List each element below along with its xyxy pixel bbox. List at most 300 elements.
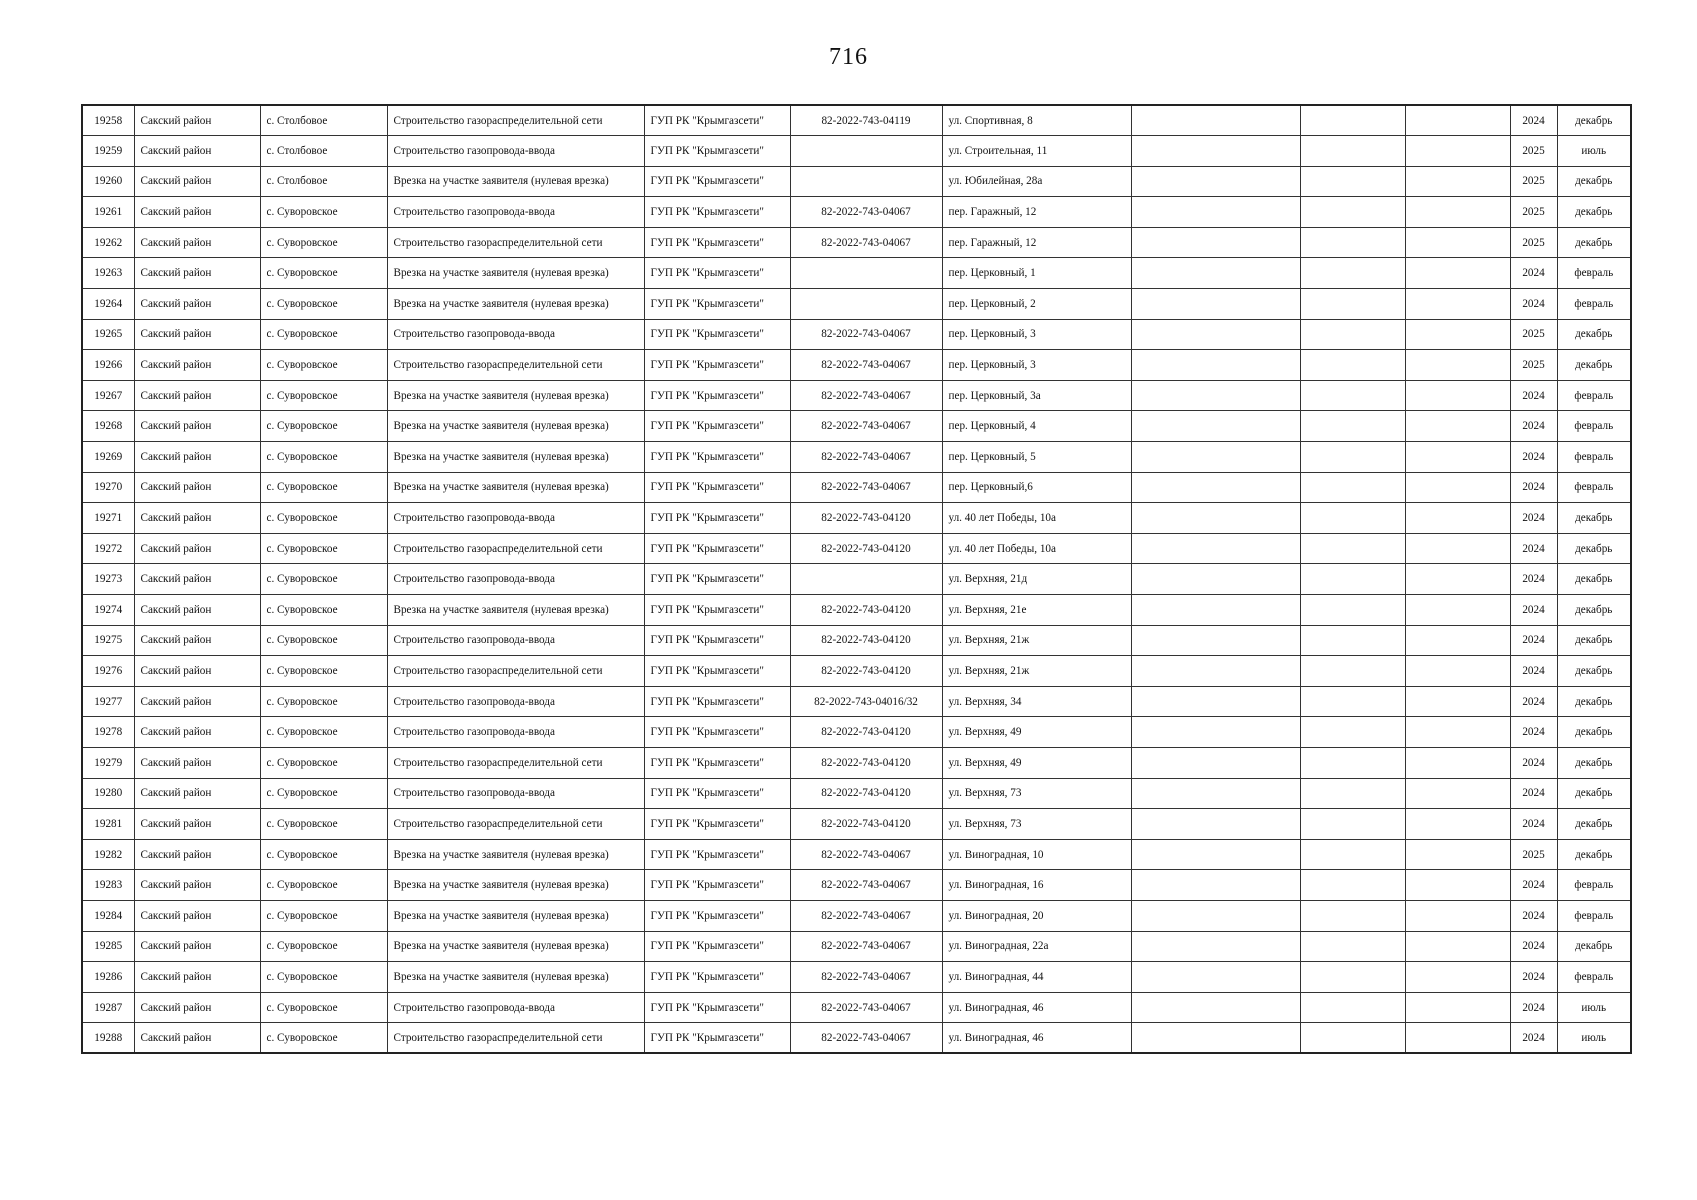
month-cell: февраль <box>1557 258 1631 289</box>
row-number: 19267 <box>82 380 134 411</box>
empty-cell <box>1131 1023 1300 1054</box>
table-row <box>82 564 1631 595</box>
address-cell: ул. Верхняя, 73 <box>942 778 1131 809</box>
permit-number-cell: 82-2022-743-04120 <box>790 778 942 809</box>
row-number: 19259 <box>82 136 134 167</box>
empty-cell <box>1300 931 1405 962</box>
work-type-cell: Врезка на участке заявителя (нулевая врезка) <box>387 931 644 962</box>
empty-cell <box>1405 992 1510 1023</box>
month-cell: декабрь <box>1557 656 1631 687</box>
address-cell: ул. Виноградная, 46 <box>942 992 1131 1023</box>
work-type-cell: Врезка на участке заявителя (нулевая врезка) <box>387 442 644 473</box>
empty-cell <box>1131 411 1300 442</box>
empty-cell <box>1300 595 1405 626</box>
permit-number-cell: 82-2022-743-04067 <box>790 1023 942 1054</box>
empty-cell <box>1131 809 1300 840</box>
empty-cell <box>1300 533 1405 564</box>
permit-number-cell: 82-2022-743-04067 <box>790 992 942 1023</box>
address-cell: ул. Виноградная, 44 <box>942 962 1131 993</box>
month-cell: февраль <box>1557 411 1631 442</box>
empty-cell <box>1131 503 1300 534</box>
settlement-cell: с. Суворовское <box>260 656 387 687</box>
empty-cell <box>1405 411 1510 442</box>
address-cell: ул. Виноградная, 46 <box>942 1023 1131 1054</box>
month-cell: февраль <box>1557 900 1631 931</box>
month-cell: декабрь <box>1557 227 1631 258</box>
settlement-cell: с. Суворовское <box>260 839 387 870</box>
table-row <box>82 595 1631 626</box>
year-cell: 2024 <box>1510 809 1557 840</box>
row-number: 19269 <box>82 442 134 473</box>
year-cell: 2024 <box>1510 380 1557 411</box>
district-cell: Сакский район <box>134 319 260 350</box>
empty-cell <box>1405 197 1510 228</box>
work-type-cell: Врезка на участке заявителя (нулевая врезка) <box>387 839 644 870</box>
empty-cell <box>1405 503 1510 534</box>
empty-cell <box>1405 258 1510 289</box>
empty-cell <box>1300 136 1405 167</box>
table-row <box>82 503 1631 534</box>
month-cell: декабрь <box>1557 595 1631 626</box>
empty-cell <box>1300 472 1405 503</box>
organization-cell: ГУП РК "Крымгазсети" <box>644 747 790 778</box>
row-number: 19262 <box>82 227 134 258</box>
row-number: 19278 <box>82 717 134 748</box>
permit-number-cell: 82-2022-743-04067 <box>790 197 942 228</box>
empty-cell <box>1131 931 1300 962</box>
year-cell: 2025 <box>1510 166 1557 197</box>
empty-cell <box>1300 166 1405 197</box>
settlement-cell: с. Столбовое <box>260 136 387 167</box>
year-cell: 2024 <box>1510 1023 1557 1054</box>
empty-cell <box>1131 717 1300 748</box>
empty-cell <box>1300 564 1405 595</box>
address-cell: пер. Церковный, 3 <box>942 350 1131 381</box>
address-cell: ул. Верхняя, 21ж <box>942 625 1131 656</box>
table-row <box>82 533 1631 564</box>
empty-cell <box>1300 656 1405 687</box>
permit-number-cell: 82-2022-743-04067 <box>790 931 942 962</box>
settlement-cell: с. Суворовское <box>260 258 387 289</box>
empty-cell <box>1131 747 1300 778</box>
settlement-cell: с. Суворовское <box>260 1023 387 1054</box>
settlement-cell: с. Суворовское <box>260 686 387 717</box>
empty-cell <box>1300 380 1405 411</box>
organization-cell: ГУП РК "Крымгазсети" <box>644 870 790 901</box>
row-number: 19271 <box>82 503 134 534</box>
empty-cell <box>1405 686 1510 717</box>
empty-cell <box>1131 136 1300 167</box>
permit-number-cell: 82-2022-743-04067 <box>790 380 942 411</box>
work-type-cell: Строительство газопровода-ввода <box>387 197 644 228</box>
permit-number-cell: 82-2022-743-04119 <box>790 105 942 136</box>
year-cell: 2024 <box>1510 962 1557 993</box>
organization-cell: ГУП РК "Крымгазсети" <box>644 503 790 534</box>
table-row <box>82 656 1631 687</box>
organization-cell: ГУП РК "Крымгазсети" <box>644 1023 790 1054</box>
permit-number-cell: 82-2022-743-04016/32 <box>790 686 942 717</box>
organization-cell: ГУП РК "Крымгазсети" <box>644 289 790 320</box>
row-number: 19260 <box>82 166 134 197</box>
settlement-cell: с. Суворовское <box>260 992 387 1023</box>
row-number: 19263 <box>82 258 134 289</box>
empty-cell <box>1300 289 1405 320</box>
empty-cell <box>1131 105 1300 136</box>
table-row <box>82 686 1631 717</box>
row-number: 19280 <box>82 778 134 809</box>
address-cell: ул. Спортивная, 8 <box>942 105 1131 136</box>
table-row <box>82 809 1631 840</box>
empty-cell <box>1405 625 1510 656</box>
work-type-cell: Строительство газопровода-ввода <box>387 319 644 350</box>
table-row <box>82 136 1631 167</box>
row-number: 19265 <box>82 319 134 350</box>
empty-cell <box>1300 839 1405 870</box>
empty-cell <box>1405 533 1510 564</box>
organization-cell: ГУП РК "Крымгазсети" <box>644 197 790 228</box>
month-cell: декабрь <box>1557 931 1631 962</box>
settlement-cell: с. Суворовское <box>260 227 387 258</box>
empty-cell <box>1131 442 1300 473</box>
settlement-cell: с. Суворовское <box>260 380 387 411</box>
year-cell: 2024 <box>1510 442 1557 473</box>
organization-cell: ГУП РК "Крымгазсети" <box>644 931 790 962</box>
settlement-cell: с. Суворовское <box>260 870 387 901</box>
empty-cell <box>1131 564 1300 595</box>
empty-cell <box>1131 197 1300 228</box>
organization-cell: ГУП РК "Крымгазсети" <box>644 442 790 473</box>
district-cell: Сакский район <box>134 380 260 411</box>
district-cell: Сакский район <box>134 533 260 564</box>
organization-cell: ГУП РК "Крымгазсети" <box>644 227 790 258</box>
row-number: 19273 <box>82 564 134 595</box>
organization-cell: ГУП РК "Крымгазсети" <box>644 472 790 503</box>
year-cell: 2024 <box>1510 503 1557 534</box>
district-cell: Сакский район <box>134 411 260 442</box>
district-cell: Сакский район <box>134 1023 260 1054</box>
year-cell: 2024 <box>1510 258 1557 289</box>
work-type-cell: Строительство газораспределительной сети <box>387 227 644 258</box>
permit-number-cell: 82-2022-743-04067 <box>790 472 942 503</box>
address-cell: ул. Верхняя, 34 <box>942 686 1131 717</box>
district-cell: Сакский район <box>134 503 260 534</box>
table-row <box>82 625 1631 656</box>
permit-number-cell <box>790 136 942 167</box>
empty-cell <box>1405 1023 1510 1054</box>
district-cell: Сакский район <box>134 870 260 901</box>
table-row <box>82 778 1631 809</box>
empty-cell <box>1300 258 1405 289</box>
table-row <box>82 350 1631 381</box>
empty-cell <box>1405 809 1510 840</box>
work-type-cell: Строительство газораспределительной сети <box>387 809 644 840</box>
permit-number-cell: 82-2022-743-04067 <box>790 227 942 258</box>
work-type-cell: Врезка на участке заявителя (нулевая врезка) <box>387 380 644 411</box>
organization-cell: ГУП РК "Крымгазсети" <box>644 411 790 442</box>
table-row <box>82 197 1631 228</box>
work-type-cell: Строительство газопровода-ввода <box>387 992 644 1023</box>
month-cell: февраль <box>1557 289 1631 320</box>
month-cell: февраль <box>1557 380 1631 411</box>
address-cell: ул. Верхняя, 49 <box>942 717 1131 748</box>
permit-number-cell <box>790 166 942 197</box>
settlement-cell: с. Суворовское <box>260 717 387 748</box>
permit-number-cell: 82-2022-743-04067 <box>790 839 942 870</box>
settlement-cell: с. Суворовское <box>260 778 387 809</box>
organization-cell: ГУП РК "Крымгазсети" <box>644 319 790 350</box>
row-number: 19282 <box>82 839 134 870</box>
row-number: 19270 <box>82 472 134 503</box>
district-cell: Сакский район <box>134 350 260 381</box>
table-row <box>82 227 1631 258</box>
empty-cell <box>1131 900 1300 931</box>
permit-number-cell: 82-2022-743-04120 <box>790 533 942 564</box>
year-cell: 2024 <box>1510 656 1557 687</box>
settlement-cell: с. Суворовское <box>260 533 387 564</box>
row-number: 19284 <box>82 900 134 931</box>
organization-cell: ГУП РК "Крымгазсети" <box>644 625 790 656</box>
row-number: 19287 <box>82 992 134 1023</box>
table-row <box>82 747 1631 778</box>
permit-number-cell: 82-2022-743-04067 <box>790 411 942 442</box>
month-cell: декабрь <box>1557 717 1631 748</box>
settlement-cell: с. Суворовское <box>260 319 387 350</box>
district-cell: Сакский район <box>134 442 260 473</box>
month-cell: июль <box>1557 992 1631 1023</box>
address-cell: ул. Верхняя, 49 <box>942 747 1131 778</box>
settlement-cell: с. Суворовское <box>260 900 387 931</box>
year-cell: 2024 <box>1510 411 1557 442</box>
settlement-cell: с. Суворовское <box>260 197 387 228</box>
month-cell: декабрь <box>1557 503 1631 534</box>
year-cell: 2024 <box>1510 992 1557 1023</box>
year-cell: 2024 <box>1510 900 1557 931</box>
empty-cell <box>1405 136 1510 167</box>
district-cell: Сакский район <box>134 962 260 993</box>
table-row <box>82 472 1631 503</box>
empty-cell <box>1131 258 1300 289</box>
permit-number-cell <box>790 564 942 595</box>
empty-cell <box>1405 747 1510 778</box>
empty-cell <box>1131 319 1300 350</box>
district-cell: Сакский район <box>134 778 260 809</box>
address-cell: ул. Виноградная, 22а <box>942 931 1131 962</box>
work-type-cell: Врезка на участке заявителя (нулевая врезка) <box>387 166 644 197</box>
row-number: 19277 <box>82 686 134 717</box>
settlement-cell: с. Суворовское <box>260 442 387 473</box>
settlement-cell: с. Суворовское <box>260 503 387 534</box>
district-cell: Сакский район <box>134 289 260 320</box>
year-cell: 2025 <box>1510 319 1557 350</box>
work-type-cell: Врезка на участке заявителя (нулевая врезка) <box>387 595 644 626</box>
work-type-cell: Строительство газораспределительной сети <box>387 656 644 687</box>
empty-cell <box>1131 350 1300 381</box>
organization-cell: ГУП РК "Крымгазсети" <box>644 839 790 870</box>
month-cell: февраль <box>1557 472 1631 503</box>
month-cell: декабрь <box>1557 319 1631 350</box>
settlement-cell: с. Суворовское <box>260 595 387 626</box>
month-cell: декабрь <box>1557 197 1631 228</box>
settlement-cell: с. Столбовое <box>260 105 387 136</box>
row-number: 19272 <box>82 533 134 564</box>
organization-cell: ГУП РК "Крымгазсети" <box>644 717 790 748</box>
month-cell: февраль <box>1557 442 1631 473</box>
permit-number-cell: 82-2022-743-04120 <box>790 747 942 778</box>
table-row <box>82 962 1631 993</box>
district-cell: Сакский район <box>134 472 260 503</box>
table-row <box>82 900 1631 931</box>
empty-cell <box>1405 442 1510 473</box>
empty-cell <box>1405 472 1510 503</box>
empty-cell <box>1131 166 1300 197</box>
empty-cell <box>1300 411 1405 442</box>
address-cell: ул. Верхняя, 21д <box>942 564 1131 595</box>
organization-cell: ГУП РК "Крымгазсети" <box>644 380 790 411</box>
settlement-cell: с. Суворовское <box>260 564 387 595</box>
empty-cell <box>1131 533 1300 564</box>
empty-cell <box>1300 1023 1405 1054</box>
empty-cell <box>1405 105 1510 136</box>
table-row <box>82 105 1631 136</box>
address-cell: пер. Гаражный, 12 <box>942 197 1131 228</box>
district-cell: Сакский район <box>134 625 260 656</box>
district-cell: Сакский район <box>134 717 260 748</box>
table-row <box>82 839 1631 870</box>
work-type-cell: Врезка на участке заявителя (нулевая врезка) <box>387 962 644 993</box>
organization-cell: ГУП РК "Крымгазсети" <box>644 533 790 564</box>
district-cell: Сакский район <box>134 227 260 258</box>
address-cell: ул. Верхняя, 21ж <box>942 656 1131 687</box>
empty-cell <box>1300 717 1405 748</box>
row-number: 19279 <box>82 747 134 778</box>
district-cell: Сакский район <box>134 258 260 289</box>
address-cell: пер. Церковный, 2 <box>942 289 1131 320</box>
empty-cell <box>1131 289 1300 320</box>
permit-number-cell <box>790 258 942 289</box>
work-type-cell: Строительство газопровода-ввода <box>387 136 644 167</box>
table-row <box>82 442 1631 473</box>
empty-cell <box>1405 350 1510 381</box>
work-type-cell: Врезка на участке заявителя (нулевая врезка) <box>387 258 644 289</box>
organization-cell: ГУП РК "Крымгазсети" <box>644 166 790 197</box>
empty-cell <box>1300 350 1405 381</box>
empty-cell <box>1131 625 1300 656</box>
empty-cell <box>1131 870 1300 901</box>
month-cell: июль <box>1557 136 1631 167</box>
empty-cell <box>1131 962 1300 993</box>
month-cell: декабрь <box>1557 625 1631 656</box>
year-cell: 2025 <box>1510 350 1557 381</box>
empty-cell <box>1405 564 1510 595</box>
settlement-cell: с. Столбовое <box>260 166 387 197</box>
table-row <box>82 1023 1631 1054</box>
work-type-cell: Строительство газораспределительной сети <box>387 350 644 381</box>
empty-cell <box>1300 197 1405 228</box>
district-cell: Сакский район <box>134 931 260 962</box>
permit-number-cell: 82-2022-743-04120 <box>790 503 942 534</box>
settlement-cell: с. Суворовское <box>260 289 387 320</box>
permit-number-cell: 82-2022-743-04120 <box>790 717 942 748</box>
table-body <box>82 105 1631 1053</box>
row-number: 19283 <box>82 870 134 901</box>
row-number: 19285 <box>82 931 134 962</box>
district-cell: Сакский район <box>134 166 260 197</box>
table-row <box>82 289 1631 320</box>
month-cell: декабрь <box>1557 686 1631 717</box>
work-type-cell: Строительство газопровода-ввода <box>387 717 644 748</box>
empty-cell <box>1405 380 1510 411</box>
district-cell: Сакский район <box>134 900 260 931</box>
organization-cell: ГУП РК "Крымгазсети" <box>644 564 790 595</box>
empty-cell <box>1300 870 1405 901</box>
year-cell: 2025 <box>1510 136 1557 167</box>
year-cell: 2024 <box>1510 931 1557 962</box>
organization-cell: ГУП РК "Крымгазсети" <box>644 258 790 289</box>
empty-cell <box>1300 686 1405 717</box>
empty-cell <box>1405 778 1510 809</box>
empty-cell <box>1405 931 1510 962</box>
district-cell: Сакский район <box>134 747 260 778</box>
empty-cell <box>1300 962 1405 993</box>
empty-cell <box>1405 900 1510 931</box>
organization-cell: ГУП РК "Крымгазсети" <box>644 992 790 1023</box>
empty-cell <box>1405 870 1510 901</box>
permit-number-cell <box>790 289 942 320</box>
empty-cell <box>1405 717 1510 748</box>
empty-cell <box>1405 962 1510 993</box>
work-type-cell: Строительство газораспределительной сети <box>387 747 644 778</box>
permit-number-cell: 82-2022-743-04067 <box>790 900 942 931</box>
empty-cell <box>1300 319 1405 350</box>
table-row <box>82 380 1631 411</box>
empty-cell <box>1300 900 1405 931</box>
row-number: 19288 <box>82 1023 134 1054</box>
empty-cell <box>1405 289 1510 320</box>
settlement-cell: с. Суворовское <box>260 625 387 656</box>
row-number: 19276 <box>82 656 134 687</box>
year-cell: 2024 <box>1510 533 1557 564</box>
year-cell: 2024 <box>1510 595 1557 626</box>
row-number: 19261 <box>82 197 134 228</box>
year-cell: 2025 <box>1510 227 1557 258</box>
row-number: 19268 <box>82 411 134 442</box>
organization-cell: ГУП РК "Крымгазсети" <box>644 686 790 717</box>
address-cell: пер. Церковный, 4 <box>942 411 1131 442</box>
address-cell: пер. Церковный, 1 <box>942 258 1131 289</box>
month-cell: декабрь <box>1557 166 1631 197</box>
empty-cell <box>1405 227 1510 258</box>
year-cell: 2024 <box>1510 870 1557 901</box>
table-row <box>82 166 1631 197</box>
empty-cell <box>1300 778 1405 809</box>
gasification-table <box>81 104 1632 1054</box>
address-cell: пер. Церковный, 3а <box>942 380 1131 411</box>
organization-cell: ГУП РК "Крымгазсети" <box>644 778 790 809</box>
work-type-cell: Врезка на участке заявителя (нулевая врезка) <box>387 289 644 320</box>
district-cell: Сакский район <box>134 686 260 717</box>
work-type-cell: Врезка на участке заявителя (нулевая врезка) <box>387 870 644 901</box>
organization-cell: ГУП РК "Крымгазсети" <box>644 595 790 626</box>
month-cell: декабрь <box>1557 564 1631 595</box>
empty-cell <box>1300 442 1405 473</box>
row-number: 19275 <box>82 625 134 656</box>
row-number: 19274 <box>82 595 134 626</box>
settlement-cell: с. Суворовское <box>260 350 387 381</box>
organization-cell: ГУП РК "Крымгазсети" <box>644 350 790 381</box>
address-cell: ул. Юбилейная, 28а <box>942 166 1131 197</box>
year-cell: 2025 <box>1510 197 1557 228</box>
year-cell: 2024 <box>1510 105 1557 136</box>
